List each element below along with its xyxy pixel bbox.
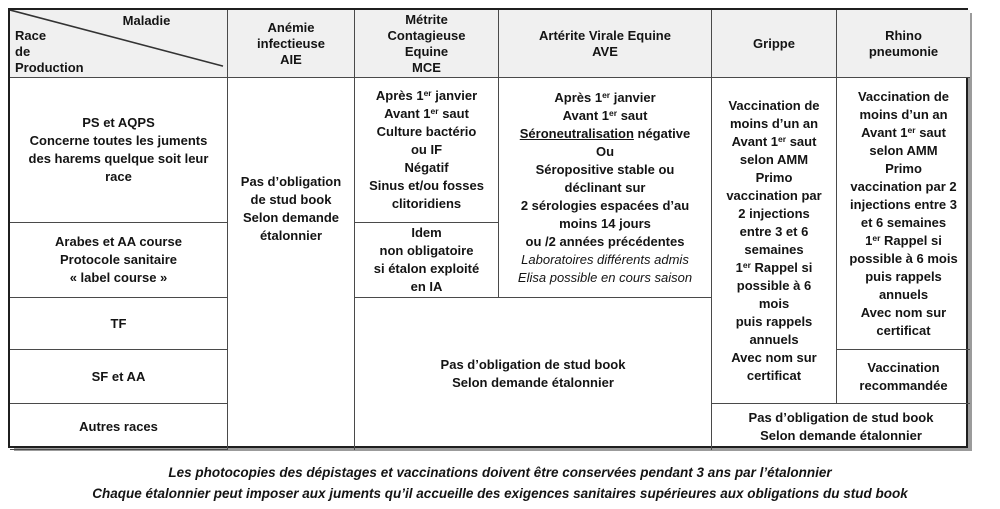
text-line: Race — [15, 28, 47, 43]
text-line: infectieuse — [257, 35, 325, 51]
text-line: Séropositive stable ou — [535, 161, 675, 177]
text-line: annuels — [749, 331, 799, 347]
text-line: Vaccination de — [728, 97, 820, 113]
text-line: clitoridiens — [391, 196, 462, 211]
text-line: Contagieuse — [387, 27, 466, 43]
text-line: 2 sérologies espacées d’au — [520, 197, 690, 213]
text-line: non obligatoire — [379, 243, 474, 258]
text-line: moins d’un an — [859, 106, 948, 122]
text-line: AVE — [592, 43, 618, 59]
text-line: Avant 1er saut — [731, 133, 817, 149]
race-de-production-label — [15, 28, 84, 76]
footer-note-line2: Chaque étalonnier peut imposer aux juments qu’il accueille des exigences sanitaires supérieures aux obligations du stud book — [92, 486, 908, 501]
text-line: de — [15, 44, 31, 59]
text-line: ou IF — [410, 142, 443, 157]
text-line: Avec nom sur — [731, 349, 817, 365]
text-line: Concerne toutes les juments — [29, 133, 208, 148]
text-line: moins d’un an — [729, 115, 819, 131]
text-line: certificat — [876, 322, 931, 338]
text-line: Pas d’obligation — [240, 174, 342, 189]
text-line: 2 injections — [738, 205, 810, 221]
text-line: « label course » — [69, 270, 168, 285]
header-cell-mce — [355, 10, 499, 78]
text-line: recommandée — [859, 377, 948, 393]
text-line: de stud book — [250, 192, 332, 207]
text-line: Selon demande étalonnier — [760, 428, 922, 443]
race-cell-sf-aa — [10, 350, 228, 404]
text-line: race — [105, 169, 132, 184]
text-line: et 6 semaines — [860, 214, 947, 230]
text-line: Vaccination de — [857, 88, 950, 104]
text-line: Après 1er janvier — [375, 88, 478, 103]
mce-ps-cell — [355, 78, 499, 223]
text-line: Selon demande étalonnier — [452, 375, 614, 390]
text-line: Avant 1er saut — [861, 124, 946, 140]
text-line: 1er Rappel si — [735, 259, 813, 275]
text-line: puis rappels — [735, 313, 813, 329]
text-line: possible à 6 mois — [849, 250, 958, 266]
text-line: possible à 6 — [736, 277, 812, 293]
text-line: Anémie — [267, 19, 315, 35]
text-line: Culture bactério — [376, 124, 477, 139]
text-line: Séroneutralisation négative — [519, 125, 691, 141]
text-line: Arabes et AA course — [55, 234, 182, 249]
text-line: Artérite Virale Equine — [539, 27, 671, 43]
text-line: Elisa possible en cours saison — [517, 269, 693, 285]
race-cell-tf — [10, 298, 228, 350]
header-cell-aie — [228, 10, 355, 78]
grippe-vaccination-cell — [712, 78, 837, 404]
text-line: Selon demande — [242, 210, 340, 225]
text-line: TF — [110, 315, 127, 331]
footer-note-line1: Les photocopies des dépistages et vaccinations doivent être conservées pendant 3 ans par l’étalonnier — [168, 465, 832, 480]
text-line: injections entre 3 — [850, 196, 957, 212]
text-line: vaccination par — [726, 187, 822, 203]
text-line: puis rappels — [865, 268, 942, 284]
mce-ave-no-obligation-cell — [355, 298, 712, 450]
text-line: semaines — [744, 241, 804, 257]
text-line: Protocole sanitaire — [59, 252, 178, 267]
text-line: Métrite — [405, 11, 448, 27]
header-cell-rhino-pneumonie — [837, 10, 970, 78]
text-line: vaccination par 2 — [850, 178, 957, 194]
text-line: Pas d’obligation de stud book — [748, 410, 934, 425]
text-line: Avant 1er saut — [562, 107, 648, 123]
text-line: annuels — [878, 286, 929, 302]
text-line: Grippe — [753, 35, 795, 51]
text-line: Vaccination — [867, 359, 940, 375]
text-line: Primo — [755, 169, 793, 185]
rhino-vaccination-cell — [837, 78, 970, 350]
grippe-rhino-no-obligation-cell — [712, 404, 970, 450]
stud-book-sanitary-table — [8, 8, 968, 448]
text-line: AIE — [280, 51, 302, 67]
text-line: déclinant sur — [564, 179, 646, 195]
text-line: SF et AA — [91, 368, 146, 384]
mce-arabes-cell — [355, 223, 499, 298]
race-cell-autres-races — [10, 404, 228, 450]
text-line: entre 3 et 6 — [739, 223, 809, 239]
text-line: MCE — [412, 59, 441, 75]
race-cell-ps-aqps — [10, 78, 228, 223]
text-line: mois — [758, 295, 790, 311]
header-cell-grippe — [712, 10, 837, 78]
text-line: Avec nom sur — [860, 304, 947, 320]
text-line: Autres races — [79, 418, 158, 434]
header-cell-ave — [499, 10, 712, 78]
text-line: Négatif — [404, 160, 449, 175]
race-cell-arabes-aa-course — [10, 223, 228, 298]
text-line: moins 14 jours — [559, 215, 651, 231]
rhino-recommended-cell — [837, 350, 970, 404]
text-line: Pas d’obligation de stud book — [440, 357, 626, 372]
aie-obligation-cell — [228, 78, 355, 450]
header-cell-maladie-race — [10, 10, 228, 78]
text-line: certificat — [746, 367, 802, 383]
text-line: Ou — [595, 143, 615, 159]
text-line: PS et AQPS — [82, 115, 155, 130]
text-line: Avant 1er saut — [384, 106, 469, 121]
text-line: ou /2 années précédentes — [525, 233, 685, 249]
ave-protocol-cell — [499, 78, 712, 298]
text-line: Idem — [411, 225, 442, 240]
text-line: en IA — [410, 279, 443, 294]
text-line: Production — [15, 60, 84, 75]
footer-notes — [0, 462, 1000, 504]
text-line: Equine — [404, 43, 449, 59]
text-line: Primo — [885, 160, 922, 176]
text-line: si étalon exploité — [373, 261, 480, 276]
text-line: Rhino — [885, 27, 922, 43]
text-line: pneumonie — [868, 43, 939, 59]
text-line: Après 1er janvier — [554, 89, 656, 105]
text-line: 1er Rappel si — [865, 232, 942, 248]
text-line: Sinus et/ou fosses — [369, 178, 484, 193]
text-line: étalonnier — [259, 228, 323, 243]
maladie-label: Maladie — [122, 13, 171, 28]
text-line: selon AMM — [739, 151, 809, 167]
text-line: Laboratoires différents admis — [521, 251, 689, 267]
text-line: des harems quelque soit leur — [28, 151, 209, 166]
text-line: selon AMM — [869, 142, 938, 158]
